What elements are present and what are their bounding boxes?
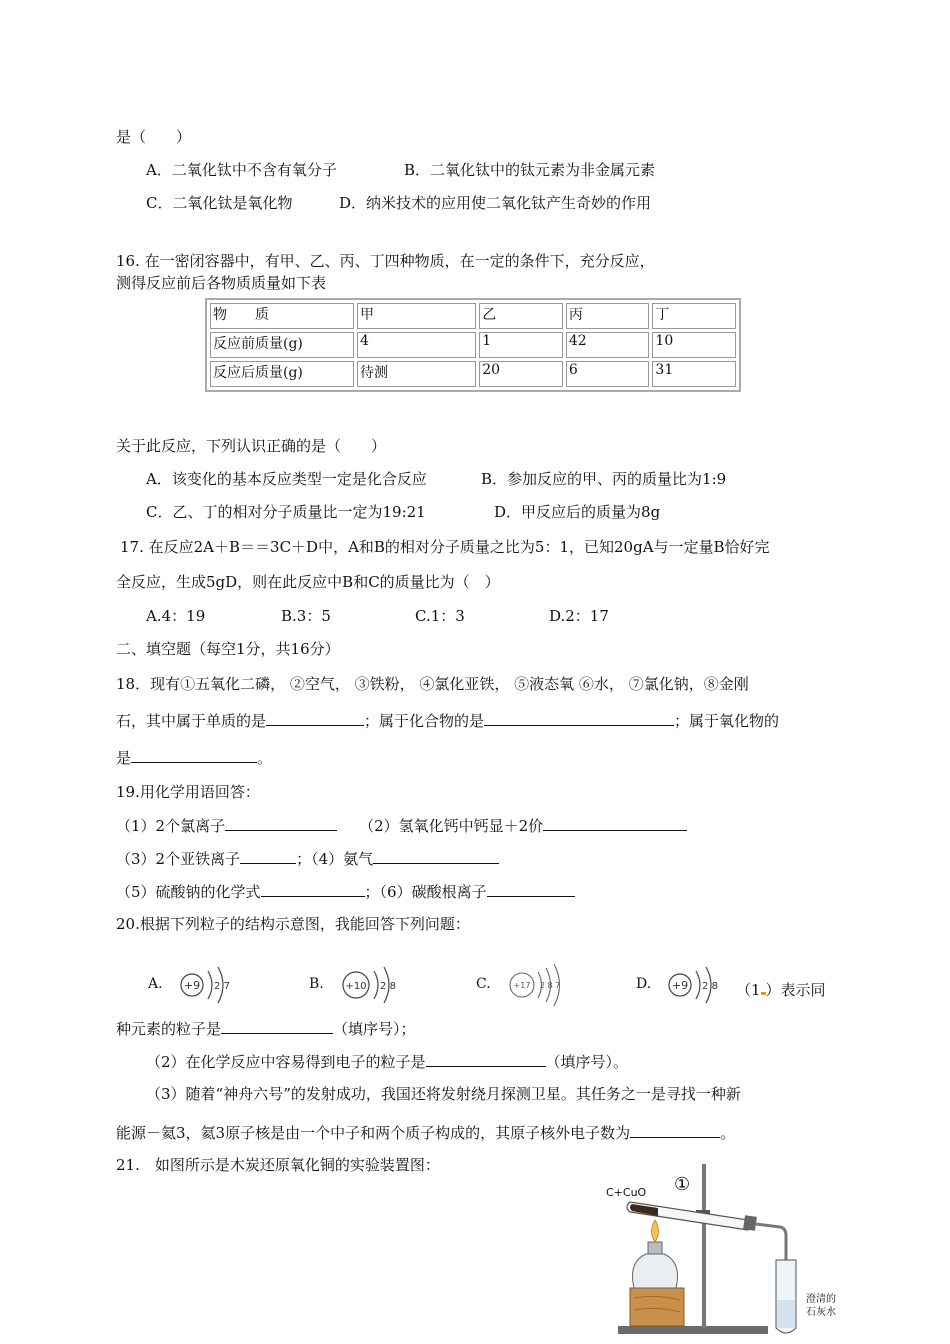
shell-text: 2 8 bbox=[380, 981, 396, 992]
reagent-label: C+CuO bbox=[606, 1186, 647, 1199]
lamp-wick-holder bbox=[648, 1242, 662, 1254]
atom-diagram-c bbox=[506, 962, 582, 1008]
atom-diagram-d bbox=[666, 962, 728, 1008]
q19-text: （5）硫酸钠的化学式 bbox=[116, 883, 261, 901]
answer-blank[interactable] bbox=[240, 848, 296, 864]
q18-text: ；属于化合物的是 bbox=[364, 712, 485, 730]
atom-diagram-a bbox=[178, 962, 240, 1008]
flame bbox=[652, 1220, 659, 1242]
limewater-label-1: 澄清的 bbox=[806, 1294, 836, 1305]
wooden-block bbox=[630, 1288, 684, 1326]
nucleus-text: +17 bbox=[513, 981, 531, 990]
table-cell: 10 bbox=[652, 332, 736, 358]
table-header-row bbox=[210, 303, 736, 329]
q19-line3 bbox=[116, 881, 575, 902]
nucleus-text: +10 bbox=[345, 981, 367, 992]
answer-blank[interactable] bbox=[225, 815, 337, 831]
q20-text: ）表示同 bbox=[765, 981, 826, 999]
q16-question: 关于此反应，下列认识正确的是（ ） bbox=[116, 437, 387, 455]
q21-title: 21. 如图所示是木炭还原氧化铜的实验装置图： bbox=[116, 1156, 440, 1174]
stand-rod bbox=[702, 1164, 706, 1328]
marker-circle-1: ① bbox=[674, 1174, 691, 1195]
q19-text: ；（6）碳酸根离子 bbox=[364, 883, 487, 901]
answer-blank[interactable] bbox=[221, 1018, 333, 1034]
atom-b-label: B. bbox=[309, 976, 324, 992]
q20-sub1-line bbox=[116, 1018, 416, 1039]
q20-text: （2）在化学反应中容易得到电子的粒子是 bbox=[146, 1053, 426, 1071]
table-cell: 甲 bbox=[357, 303, 476, 329]
q16-option-d: D．甲反应后的质量为8g bbox=[494, 503, 661, 521]
answer-blank[interactable] bbox=[266, 710, 364, 726]
answer-blank[interactable] bbox=[543, 815, 687, 831]
answer-blank[interactable] bbox=[484, 710, 674, 726]
table-cell: 4 bbox=[357, 332, 476, 358]
q20-sub3-line2 bbox=[116, 1122, 735, 1143]
table-row bbox=[210, 332, 736, 358]
q17-option-a: A.4：19 bbox=[146, 607, 206, 625]
table-cell: 1 bbox=[479, 332, 563, 358]
shell-text: 2 8 7 bbox=[539, 981, 561, 990]
q17-stem-line1: 17. 在反应2A＋B＝＝3C＋D中，A和B的相对分子质量之比为5：1，已知20gA与一定量B恰好完 bbox=[120, 538, 770, 556]
q18-line1: 18．现有①五氧化二磷， ②空气， ③铁粉， ④氯化亚铁， ⑤液态氧 ⑥水， ⑦氯化钠，⑧金刚 bbox=[116, 675, 749, 693]
table-cell: 反应后质量(g) bbox=[210, 361, 354, 387]
table-cell: 待测 bbox=[357, 361, 476, 387]
q16-stem-line1: 16. 在一密闭容器中，有甲、乙、丙、丁四种物质，在一定的条件下，充分反应， bbox=[116, 252, 655, 270]
q19-text: （2）氢氧化钙中钙显＋2价 bbox=[359, 817, 544, 835]
answer-blank[interactable] bbox=[131, 747, 257, 763]
apparatus-figure bbox=[598, 1150, 840, 1340]
q20-text: 能源－氦3，氦3原子核是由一个中子和两个质子构成的，其原子核外电子数为 bbox=[116, 1124, 631, 1142]
table-cell: 丁 bbox=[652, 303, 736, 329]
table-cell: 物 质 bbox=[210, 303, 354, 329]
q20-text: 。 bbox=[720, 1124, 736, 1142]
q19-line1 bbox=[116, 815, 687, 836]
shell-text: 2 8 bbox=[702, 981, 718, 992]
answer-blank[interactable] bbox=[373, 848, 499, 864]
atom-d-label: D. bbox=[636, 976, 652, 992]
q15-stem: 是（ ） bbox=[116, 128, 192, 146]
q19-title: 19.用化学用语回答： bbox=[116, 783, 260, 801]
table-cell: 20 bbox=[479, 361, 563, 387]
q17-stem-line2: 全反应，生成5gD，则在此反应中B和C的质量比为（ ） bbox=[116, 573, 500, 591]
q20-text: 种元素的粒子是 bbox=[116, 1020, 222, 1038]
table-cell: 反应前质量(g) bbox=[210, 332, 354, 358]
q17-option-c: C.1：3 bbox=[415, 607, 465, 625]
q15-option-b: B．二氧化钛中的钛元素为非金属元素 bbox=[404, 161, 656, 179]
q18-text: ；属于氧化物的 bbox=[674, 712, 780, 730]
q18-text: 。 bbox=[257, 749, 273, 767]
answer-blank[interactable] bbox=[630, 1122, 720, 1138]
q19-line2 bbox=[116, 848, 499, 869]
q20-text: （填序号）； bbox=[333, 1020, 416, 1038]
q16-option-c: C．乙、丁的相对分子质量比一定为19:21 bbox=[146, 503, 426, 521]
q19-text: （1）2个氯离子 bbox=[116, 817, 226, 835]
table-cell: 乙 bbox=[479, 303, 563, 329]
q17-option-b: B.3：5 bbox=[281, 607, 331, 625]
atom-a-label: A. bbox=[148, 976, 163, 992]
table-row bbox=[210, 361, 736, 387]
nucleus-text: +9 bbox=[671, 979, 689, 992]
mass-table bbox=[205, 298, 741, 392]
answer-blank[interactable] bbox=[487, 881, 575, 897]
q16-stem-line2: 测得反应前后各物质质量如下表 bbox=[116, 274, 327, 292]
q15-option-c: C．二氧化钛是氧化物 bbox=[146, 194, 293, 212]
atom-c-label: C. bbox=[476, 976, 491, 992]
q20-title: 20.根据下列粒子的结构示意图，我能回答下列问题： bbox=[116, 915, 470, 933]
q18-line2 bbox=[116, 710, 779, 731]
q20-sub1-start bbox=[736, 980, 826, 1000]
q18-text: 石，其中属于单质的是 bbox=[116, 712, 267, 730]
table-cell: 42 bbox=[566, 332, 650, 358]
answer-blank[interactable] bbox=[261, 881, 365, 897]
q16-option-a: A．该变化的基本反应类型一定是化合反应 bbox=[146, 470, 427, 488]
q15-option-a: A．二氧化钛中不含有氧分子 bbox=[146, 161, 337, 179]
q16-option-b: B．参加反应的甲、丙的质量比为1:9 bbox=[481, 470, 727, 488]
q18-line3 bbox=[116, 747, 272, 768]
section-heading: 二、填空题（每空1分，共16分） bbox=[116, 640, 340, 658]
stopper bbox=[743, 1215, 757, 1231]
answer-blank[interactable] bbox=[426, 1051, 546, 1067]
atom-diagram-b bbox=[340, 962, 410, 1008]
q20-sub3-line1: （3）随着“神舟六号”的发射成功，我国还将发射绕月探测卫星。其任务之一是寻找一种新 bbox=[146, 1085, 741, 1103]
q19-text: （3）2个亚铁离子 bbox=[116, 850, 241, 868]
table-cell: 31 bbox=[652, 361, 736, 387]
q20-text: （填序号）。 bbox=[545, 1053, 629, 1071]
shell-text: 2 7 bbox=[214, 981, 230, 992]
stand-base bbox=[618, 1326, 768, 1334]
alcohol-lamp bbox=[633, 1254, 678, 1288]
table-cell: 丙 bbox=[566, 303, 650, 329]
q15-option-d: D．纳米技术的应用使二氧化钛产生奇妙的作用 bbox=[339, 194, 652, 212]
limewater bbox=[777, 1300, 795, 1328]
q17-option-d: D.2：17 bbox=[549, 607, 609, 625]
table-cell: 6 bbox=[566, 361, 650, 387]
nucleus-text: +9 bbox=[183, 979, 201, 992]
q20-sub2 bbox=[146, 1051, 628, 1072]
limewater-label-2: 石灰水 bbox=[806, 1307, 836, 1318]
q18-text: 是 bbox=[116, 749, 132, 767]
q19-text: ；（4）氨气 bbox=[296, 850, 374, 868]
q20-text: （1 bbox=[736, 981, 761, 999]
